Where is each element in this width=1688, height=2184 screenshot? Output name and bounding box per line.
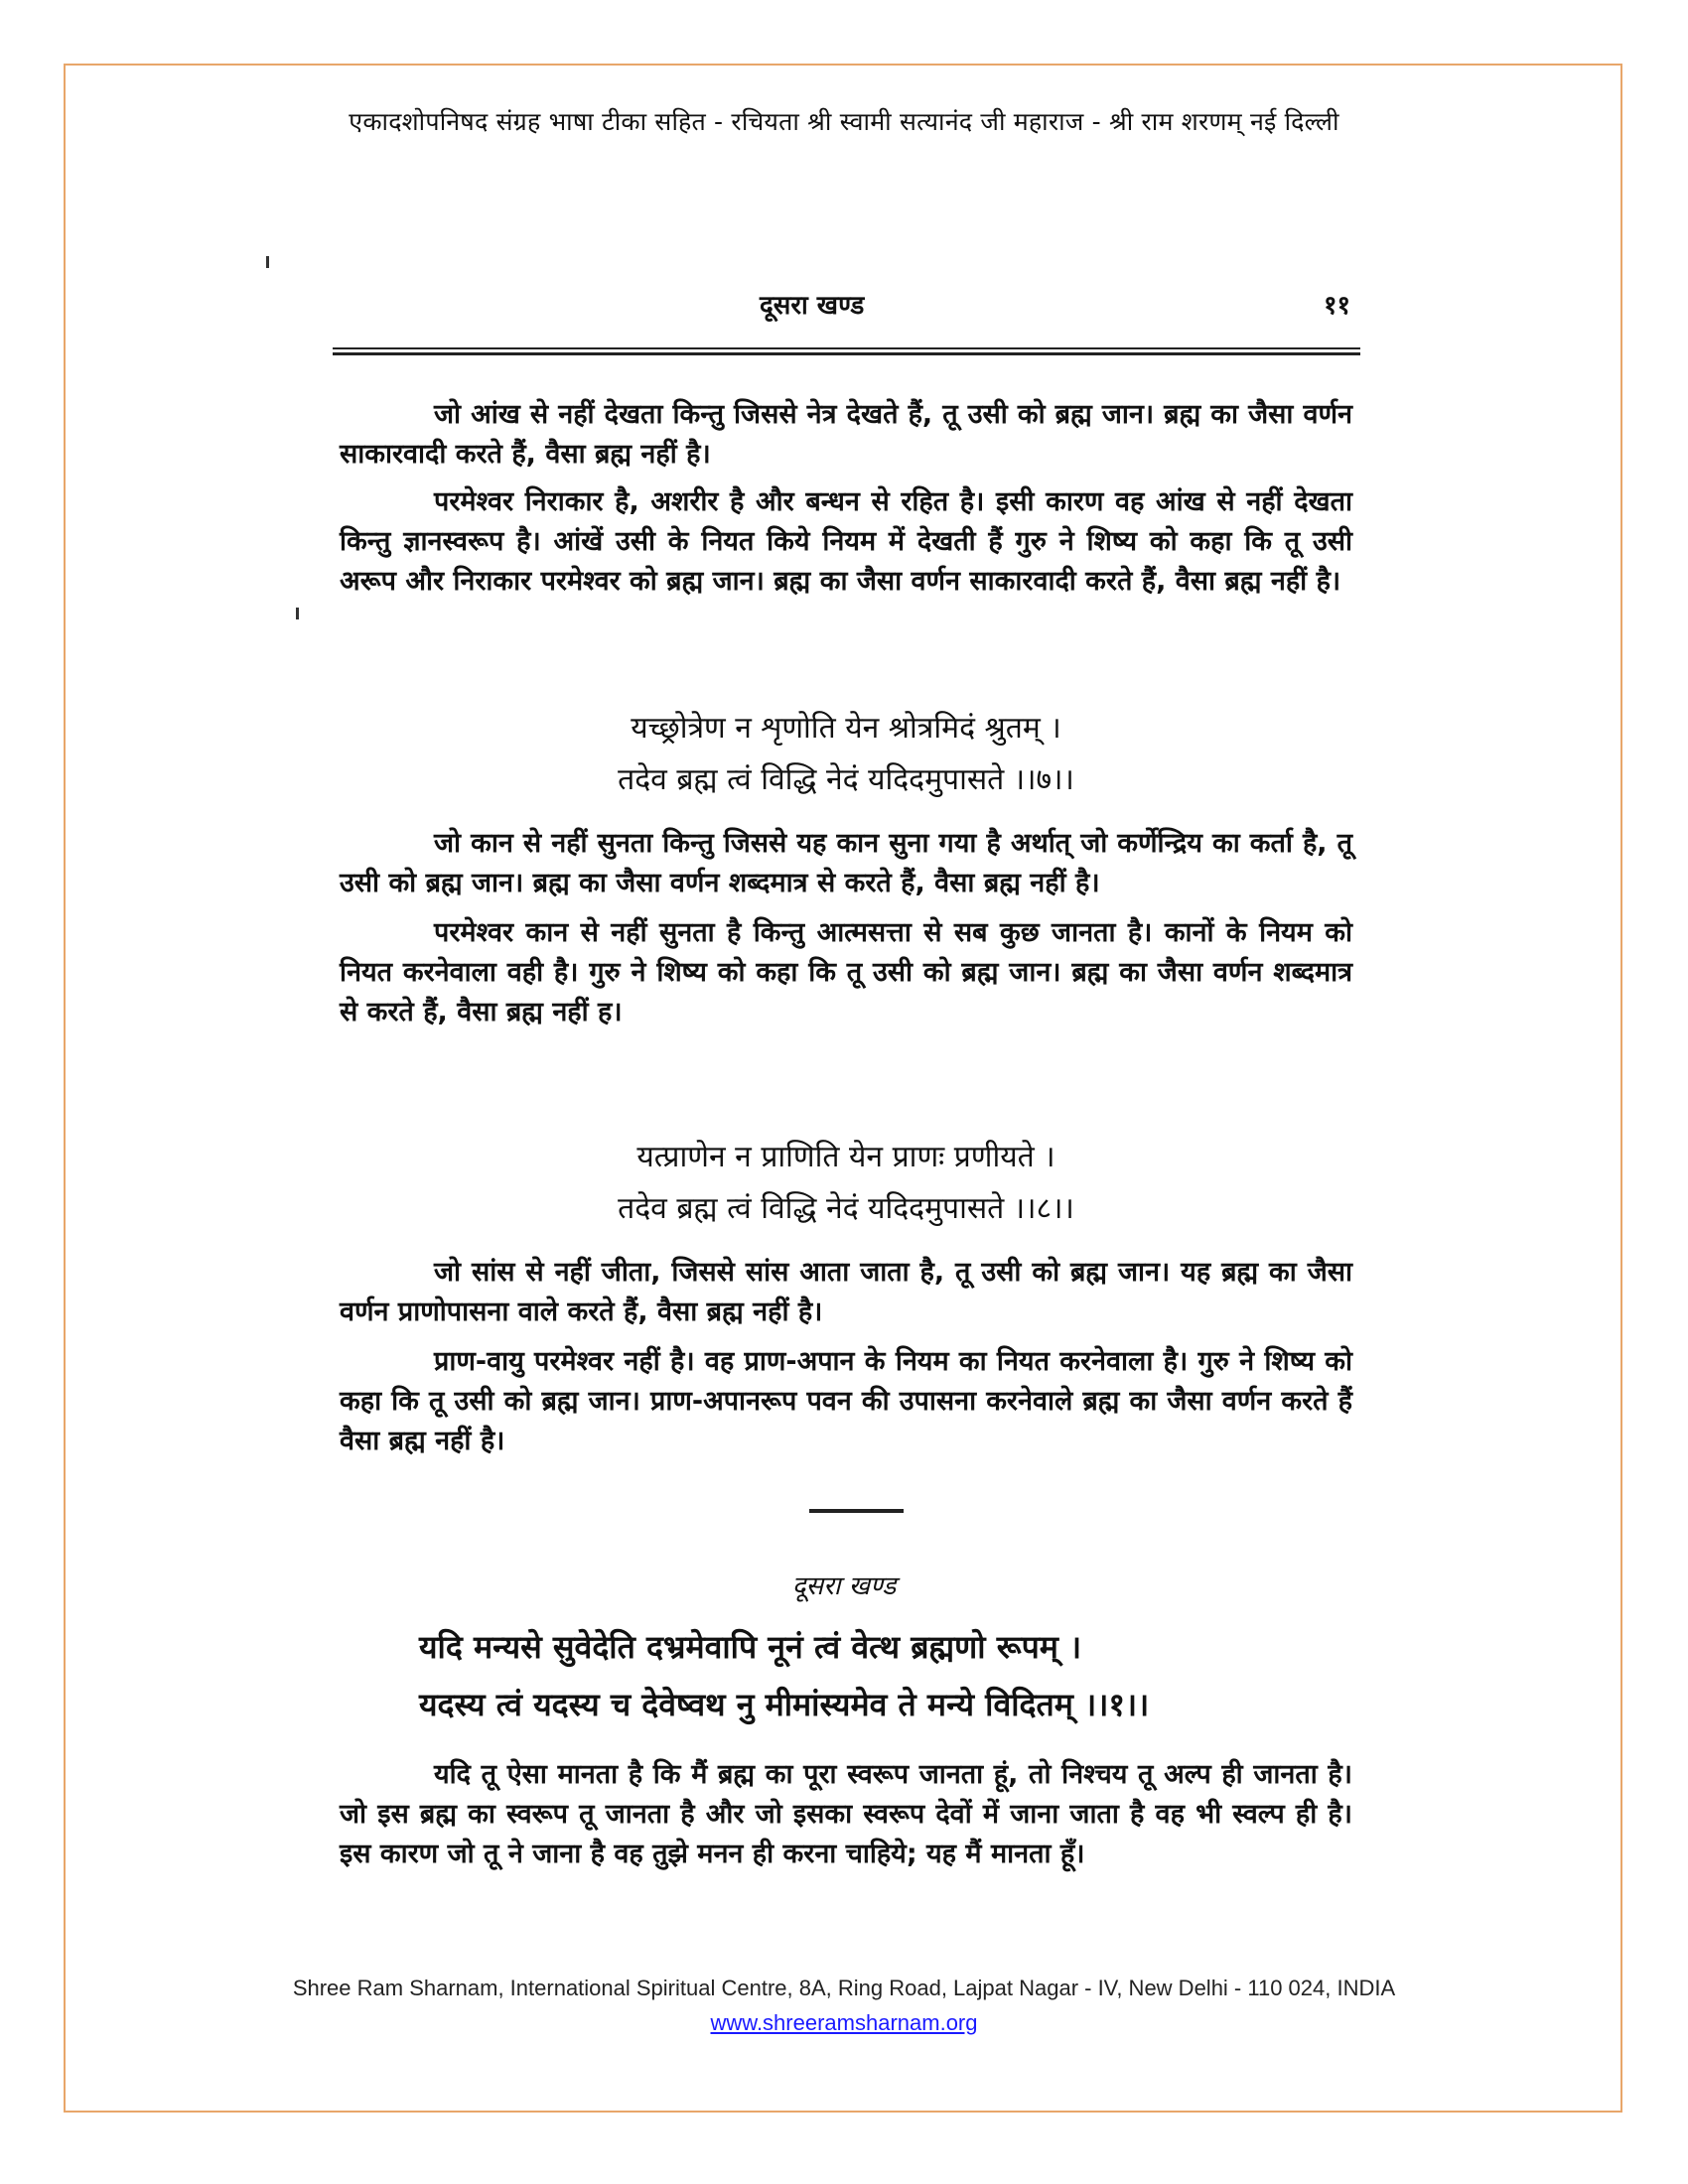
verse-line: यत्प्राणेन न प्राणिति येन प्राणः प्रणीयते । xyxy=(636,1140,1055,1174)
scan-mark xyxy=(266,256,269,268)
commentary-block-3 xyxy=(340,1253,1352,1461)
verse-7 xyxy=(340,703,1352,806)
verse-line: यच्छ्रोत्रेण न शृणोति येन श्रोत्रमिदं श्रुतम् । xyxy=(631,711,1061,746)
document-header: एकादशोपनिषद संग्रह भाषा टीका सहित - रचियता श्री स्वामी सत्यानंद जी महाराज - श्री राम शरणम् नई दिल्ली xyxy=(349,107,1339,136)
scan-mark xyxy=(296,608,299,619)
verse-line: तदेव ब्रह्म त्वं विद्धि नेदं यदिदमुपासते ।।७।। xyxy=(618,762,1074,797)
paragraph: जो सांस से नहीं जीता, जिससे सांस आता जाता है, तू उसी को ब्रह्म जान। यह ब्रह्म का जैसा वर्णन प्राणोपासना वाले करते हैं, वैसा ब्रह्म नहीं है। xyxy=(340,1257,1352,1327)
paragraph: प्राण-वायु परमेश्वर नहीं है। वह प्राण-अपान के नियम का नियत करनेवाला है। गुरु ने शिष्य को कहा कि तू उसी को ब्रह्म जान। प्राण-अपानरूप पवन की उपासना करनेवाले ब्रह्म का जैसा वर्णन करते हैं वैसा ब्रह्म नहीं है। xyxy=(340,1346,1352,1456)
paragraph: जो कान से नहीं सुनता किन्तु जिससे यह कान सुना गया है अर्थात् जो कर्णेन्द्रिय का कर्ता है, तू उसी को ब्रह्म जान। ब्रह्म का जैसा वर्णन शब्दमात्र से करते हैं, वैसा ब्रह्म नहीं है। xyxy=(340,828,1352,898)
verse-line: यदि मन्यसे सुवेदेति दभ्रमेवापि नूनं त्वं वेत्थ ब्रह्मणो रूपम् । xyxy=(419,1628,1082,1666)
commentary-block-2 xyxy=(340,824,1352,1032)
footer-address: Shree Ram Sharnam, International Spiritual Centre, 8A, Ring Road, Lajpat Nagar - IV, New Delhi - 110 024, INDIA xyxy=(292,1976,1396,2000)
footer-link-container xyxy=(0,2010,1688,2036)
paragraph: जो आंख से नहीं देखता किन्तु जिससे नेत्र देखते हैं, तू उसी को ब्रह्म जान। ब्रह्म का जैसा वर्णन साकारवादी करते हैं, वैसा ब्रह्म नहीं है। xyxy=(340,399,1352,470)
paragraph: यदि तू ऐसा मानता है कि मैं ब्रह्म का पूरा स्वरूप जानता हूं, तो निश्चय तू अल्प ही जानता है। जो इस ब्रह्म का स्वरूप तू जानता है और जो इसका स्वरूप देवों में जाना जाता है वह भी स्वल्प ही है। इस कारण जो तू ने जाना है वह तुझे मनन ही करना चाहिये; यह मैं मानता हूँ। xyxy=(340,1759,1352,1869)
commentary-block-4 xyxy=(340,1755,1352,1874)
page-number: ११ xyxy=(1323,291,1350,321)
running-head-title: दूसरा खण्ड xyxy=(760,291,865,321)
paragraph: परमेश्वर कान से नहीं सुनता है किन्तु आत्मसत्ता से सब कुछ जानता है। कानों के नियम को नियत करनेवाला वही है। गुरु ने शिष्य को कहा कि तू उसी को ब्रह्म जान। ब्रह्म का जैसा वर्णन शब्दमात्र से करते हैं, वैसा ब्रह्म नहीं ह। xyxy=(340,917,1352,1027)
commentary-block-1 xyxy=(340,395,1352,602)
paragraph: परमेश्वर निराकार है, अशरीर है और बन्धन से रहित है। इसी कारण वह आंख से नहीं देखता किन्तु ज्ञानस्वरूप है। आंखें उसी के नियत किये नियम में देखती हैं गुरु ने शिष्य को कहा कि तू उसी अरूप और निराकार परमेश्वर को ब्रह्म जान। ब्रह्म का जैसा वर्णन साकारवादी करते हैं, वैसा ब्रह्म नहीं है। xyxy=(340,486,1352,597)
website-link[interactable]: www.shreeramsharnam.org xyxy=(710,2010,978,2035)
verse-8 xyxy=(340,1132,1352,1235)
verse-1 xyxy=(340,1618,1352,1733)
verse-line: तदेव ब्रह्म त्वं विद्धि नेदं यदिदमुपासते ।।८।। xyxy=(618,1191,1074,1226)
section-heading: दूसरा खण्ड xyxy=(791,1571,897,1601)
header-double-rule xyxy=(333,347,1360,355)
running-head xyxy=(333,286,1360,326)
verse-line: यदस्य त्वं यदस्य च देवेष्वथ नु मीमांस्यमेव ते मन्ये विदितम् ।।१।। xyxy=(419,1686,1150,1723)
section-separator xyxy=(809,1509,904,1513)
